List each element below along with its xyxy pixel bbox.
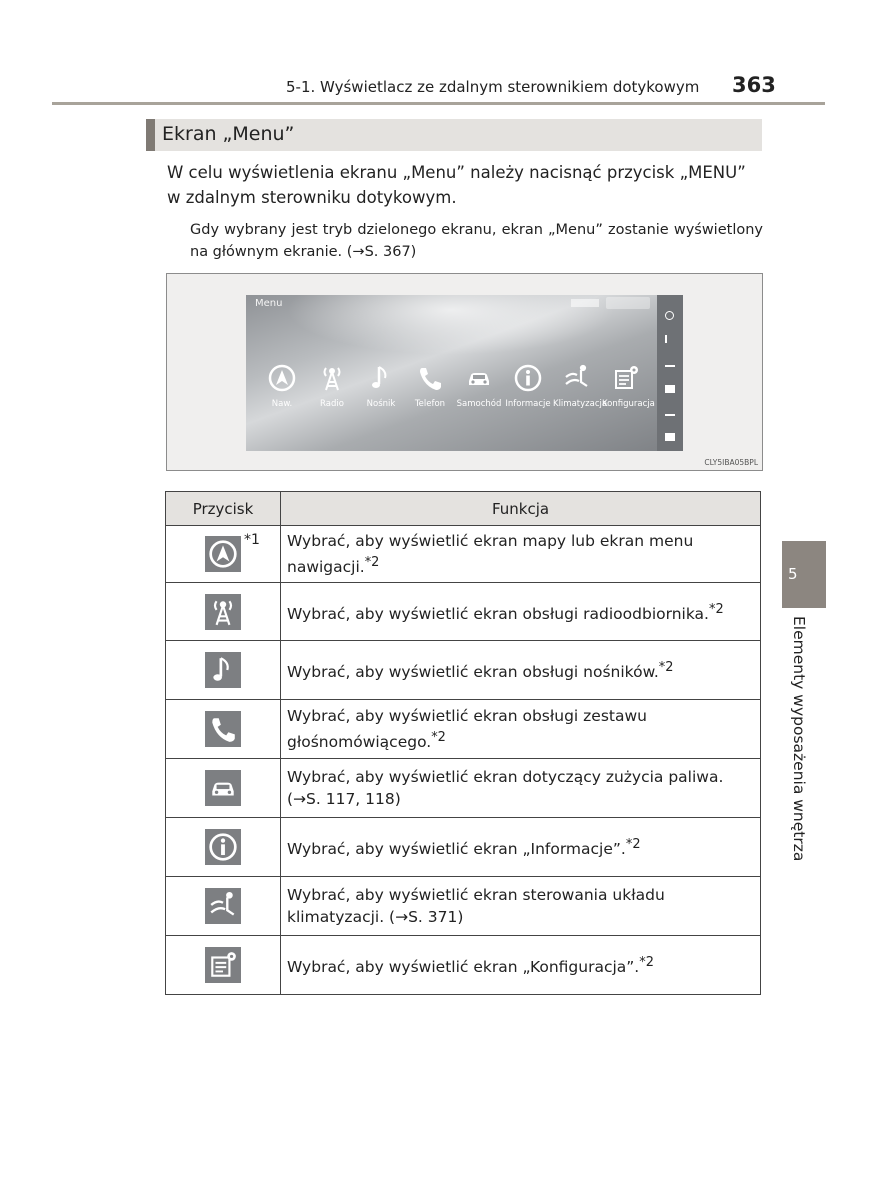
column-header-function: Funkcja [281, 492, 761, 526]
app-label: Nośnik [366, 399, 396, 409]
chapter-label: Elementy wyposażenia wnętrza [790, 616, 808, 862]
media-side-icon [665, 335, 667, 343]
function-table [165, 491, 761, 995]
app-label: Telefon [414, 399, 446, 409]
menu-screen-figure [166, 273, 763, 471]
chapter-number: 5 [788, 565, 798, 583]
function-cell [281, 759, 761, 818]
navigation-icon [205, 536, 241, 572]
car-icon [205, 770, 241, 806]
app-media [357, 363, 405, 409]
music-note-icon [205, 652, 241, 688]
table-row [166, 583, 761, 641]
car-icon [464, 363, 494, 393]
screen-title: Menu [255, 298, 283, 309]
app-climate [553, 363, 608, 409]
app-label: Naw. [271, 399, 293, 409]
settings-icon [205, 947, 241, 983]
column-header-button: Przycisk [166, 492, 281, 526]
table-row [166, 818, 761, 877]
function-text: Wybrać, aby wyświetlić ekran obsługi zestawu głośnomówiącego. [287, 707, 647, 752]
function-text: Wybrać, aby wyświetlić ekran sterowania układu klimatyzacji. (→S. 371) [287, 886, 665, 927]
phone-side-icon [665, 361, 675, 367]
icon-cell [166, 818, 281, 877]
climate-icon [562, 363, 592, 393]
setup-side-icon [665, 433, 675, 441]
table-row [166, 759, 761, 818]
app-label: Samochód [456, 399, 502, 409]
screen-glow [286, 295, 616, 355]
intro-paragraph: W celu wyświetlenia ekranu „Menu” należy nacisnąć przycisk „MENU” w zdalnym sterowniku dotykowym. [167, 163, 746, 207]
footnote-ref: *2 [639, 955, 654, 971]
function-cell [281, 526, 761, 583]
footnote-ref: *2 [625, 837, 641, 853]
car-side-icon [665, 385, 675, 393]
app-radio [308, 363, 356, 409]
function-cell [281, 877, 761, 936]
app-label: Radio [320, 399, 344, 409]
figure-code: CLY5IBA05BPL [704, 458, 758, 467]
function-text: Wybrać, aby wyświetlić ekran obsługi nośników. [287, 663, 659, 682]
table-row [166, 877, 761, 936]
menu-app-row [258, 363, 655, 423]
chapter-tab [782, 541, 826, 608]
radio-tower-icon [317, 363, 347, 393]
app-vehicle [455, 363, 503, 409]
split-screen-note: Gdy wybrany jest tryb dzielonego ekranu, ekran „Menu” zostanie wyświetlony na głównym ekranie. (→S. 367) [190, 222, 763, 260]
table-row [166, 641, 761, 700]
app-setup [602, 363, 655, 409]
function-text: Wybrać, aby wyświetlić ekran mapy lub ekran menu nawigacji. [287, 532, 694, 577]
function-text: Wybrać, aby wyświetlić ekran obsługi radioodbiornika. [287, 604, 709, 623]
function-text: Wybrać, aby wyświetlić ekran „Informacje”. [287, 840, 626, 859]
navigation-icon [267, 363, 297, 393]
screen-side-bar [657, 295, 683, 451]
menu-screen [246, 295, 664, 451]
app-navigation [258, 363, 306, 409]
icon-cell [166, 759, 281, 818]
climate-icon [205, 888, 241, 924]
section-heading-bar [146, 119, 762, 151]
status-icons [571, 299, 599, 307]
app-label: Klimatyzacja [553, 399, 608, 409]
function-cell [281, 818, 761, 877]
phone-icon [205, 711, 241, 747]
function-text: Wybrać, aby wyświetlić ekran „Konfiguracja”. [287, 958, 640, 977]
table-row [166, 936, 761, 995]
app-label: Informacje [505, 399, 551, 409]
page-number: 363 [732, 73, 776, 97]
section-heading-accent [146, 119, 155, 151]
nav-side-icon [665, 311, 674, 320]
icon-cell [166, 877, 281, 936]
music-note-icon [366, 363, 396, 393]
function-cell [281, 641, 761, 700]
function-text: Wybrać, aby wyświetlić ekran dotyczący zużycia paliwa. (→S. 117, 118) [287, 768, 724, 809]
function-cell [281, 583, 761, 641]
info-icon [513, 363, 543, 393]
settings-icon [611, 363, 641, 393]
app-phone [406, 363, 454, 409]
footnote-ref: *2 [658, 660, 674, 676]
table-header-row [166, 492, 761, 526]
function-cell [281, 700, 761, 759]
footnote-ref: *2 [431, 730, 446, 746]
function-cell [281, 936, 761, 995]
icon-cell [166, 641, 281, 700]
info-icon [205, 829, 241, 865]
phone-icon [415, 363, 445, 393]
footnote-ref: *2 [708, 601, 724, 617]
icon-cell [166, 936, 281, 995]
radio-tower-icon [205, 594, 241, 630]
icon-cell [166, 700, 281, 759]
header-rule [52, 102, 825, 105]
section-title: Ekran „Menu” [162, 123, 295, 145]
app-information [504, 363, 552, 409]
footnote-ref: *2 [364, 555, 380, 570]
table-row [166, 700, 761, 759]
app-label: Konfiguracja [602, 399, 655, 409]
footnote-marker: *1 [244, 532, 260, 548]
status-clock [606, 297, 650, 309]
running-header-title: 5-1. Wyświetlacz ze zdalnym sterownikiem dotykowym [286, 78, 700, 96]
icon-cell [166, 526, 281, 583]
table-row [166, 526, 761, 583]
icon-cell [166, 583, 281, 641]
climate-side-icon [665, 409, 675, 416]
